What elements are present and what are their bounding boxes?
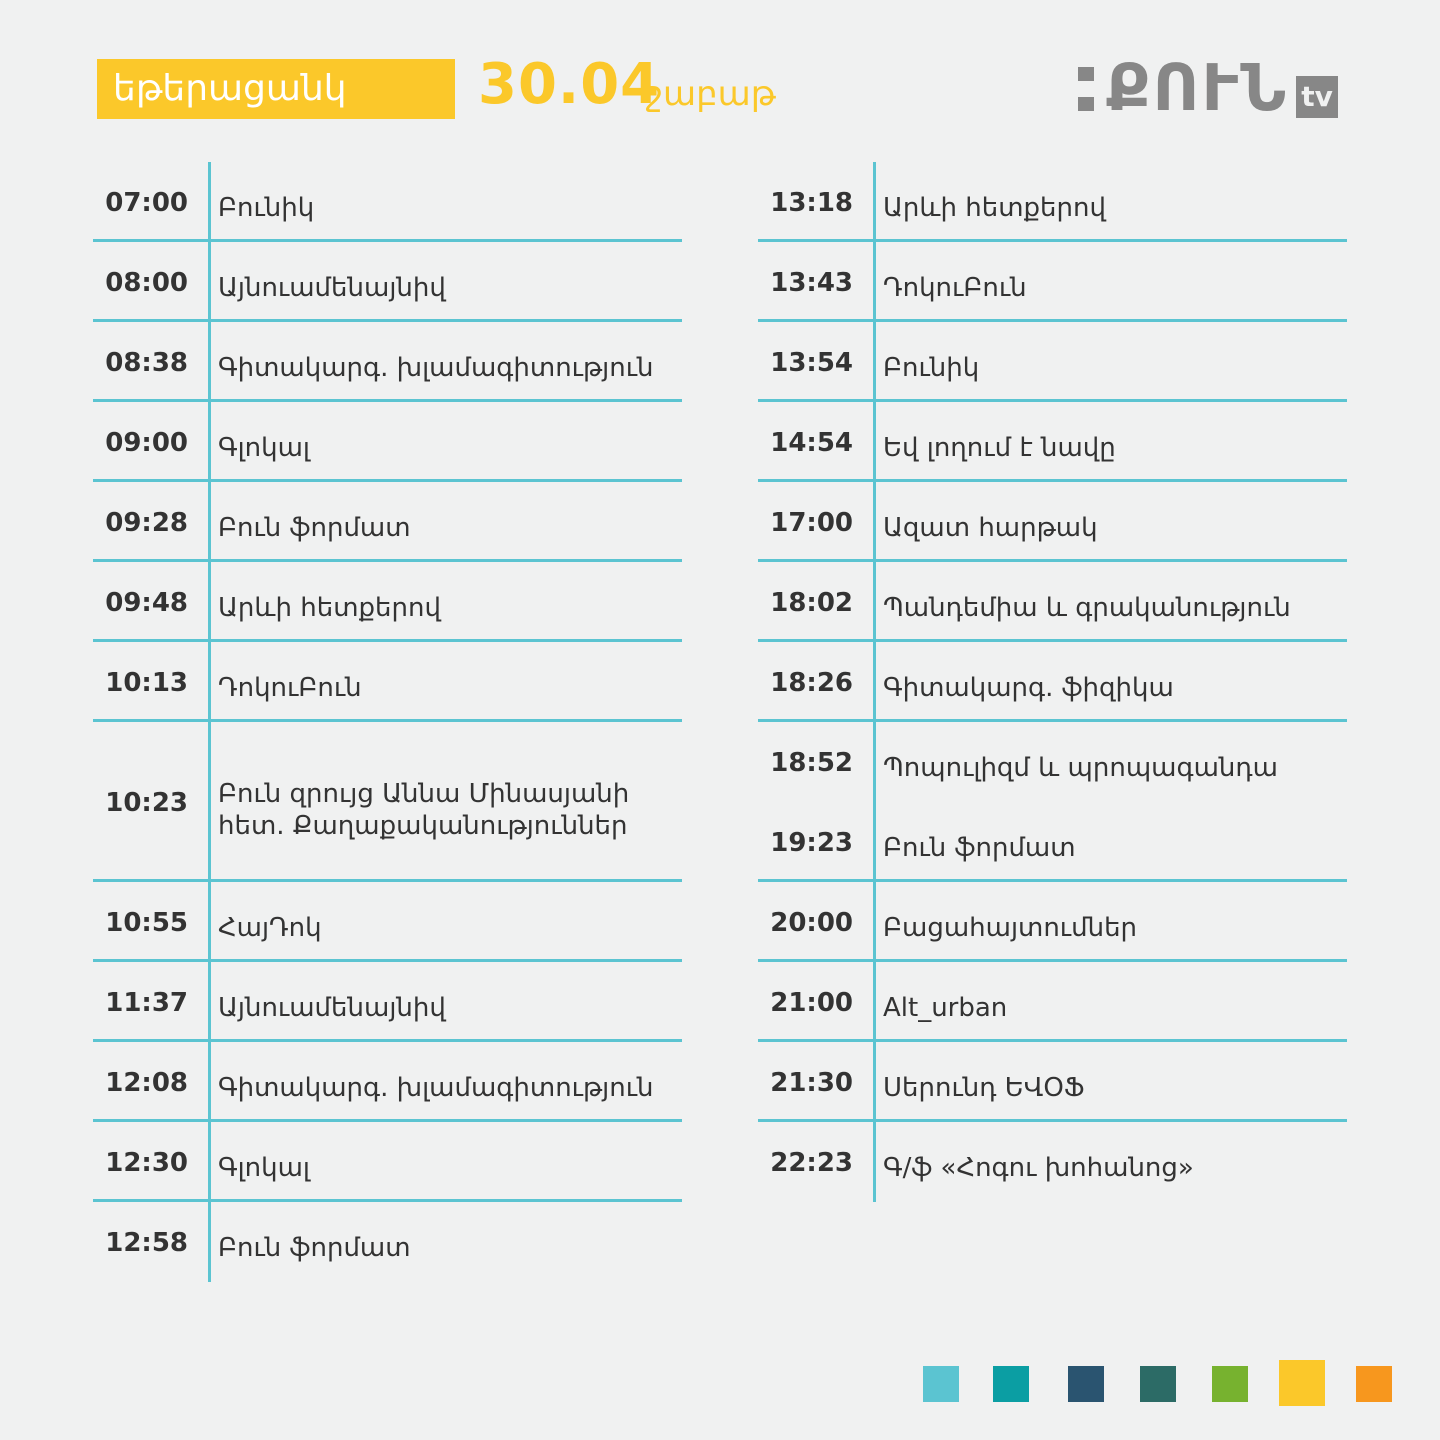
program-title: Պանդեմիա և գրականություն: [883, 593, 1291, 623]
schedule-date: 30.04: [478, 52, 661, 117]
program-time: 10:55: [105, 908, 188, 938]
schedule-row: [758, 322, 1347, 402]
program-title: Այնուամենայնիվ: [218, 993, 446, 1023]
program-title: Գիտակարգ. խլամագիտություն: [218, 353, 654, 383]
logo-tv-badge: tv: [1296, 76, 1338, 118]
schedule-column-left: [93, 162, 682, 1282]
schedule-row: [758, 482, 1347, 562]
schedule-column-right: [758, 162, 1347, 1202]
program-title: Բուն ֆորմատ: [218, 1233, 411, 1263]
program-time: 20:00: [770, 908, 853, 938]
color-swatch: [1279, 1360, 1325, 1406]
column-divider: [208, 722, 211, 882]
column-divider: [873, 162, 876, 242]
program-time: 09:28: [105, 508, 188, 538]
program-title: Գիտակարգ. խլամագիտություն: [218, 1073, 654, 1103]
column-divider: [873, 962, 876, 1042]
column-divider: [208, 1202, 211, 1282]
schedule-row: [758, 1042, 1347, 1122]
schedule-row: [93, 322, 682, 402]
column-divider: [873, 882, 876, 962]
column-divider: [208, 322, 211, 402]
column-divider: [208, 562, 211, 642]
column-divider: [208, 962, 211, 1042]
program-title: Այնուամենայնիվ: [218, 273, 446, 303]
program-time: 09:48: [105, 588, 188, 618]
schedule-row: [758, 562, 1347, 642]
schedule-row: [93, 642, 682, 722]
column-divider: [208, 162, 211, 242]
color-swatch: [993, 1366, 1029, 1402]
schedule-row: [93, 562, 682, 642]
column-divider: [208, 1122, 211, 1202]
column-divider: [873, 722, 876, 802]
logo-text: ՔՈՒՆ: [1106, 52, 1289, 126]
schedule-label: եթերացանկ: [97, 59, 455, 119]
program-time: 09:00: [105, 428, 188, 458]
program-title: Բուն ֆորմատ: [883, 833, 1076, 863]
column-divider: [208, 482, 211, 562]
program-title: ՀայԴոկ: [218, 913, 322, 943]
color-swatches: [0, 1364, 1440, 1414]
channel-logo: [1078, 52, 1338, 126]
program-time: 18:26: [770, 668, 853, 698]
program-title: Բունիկ: [883, 353, 980, 383]
schedule-row: [758, 402, 1347, 482]
schedule-row: [93, 482, 682, 562]
program-time: 07:00: [105, 188, 188, 218]
program-time: 11:37: [105, 988, 188, 1018]
column-divider: [873, 642, 876, 722]
program-title: Արևի հետքերով: [883, 193, 1106, 223]
program-title: ԴոկուԲուն: [218, 673, 362, 703]
program-title: Արևի հետքերով: [218, 593, 441, 623]
program-title: Պոպուլիզմ և պրոպագանդա: [883, 753, 1278, 783]
column-divider: [873, 562, 876, 642]
program-time: 17:00: [770, 508, 853, 538]
schedule-row: [93, 882, 682, 962]
column-divider: [873, 802, 876, 882]
schedule-row: [758, 162, 1347, 242]
color-swatch: [1140, 1366, 1176, 1402]
schedule-row: [93, 722, 682, 882]
column-divider: [873, 1122, 876, 1202]
color-swatch: [1068, 1366, 1104, 1402]
program-time: 10:13: [105, 668, 188, 698]
program-title: Սերունդ ԵՎՕՖ: [883, 1073, 1085, 1103]
color-swatch: [1212, 1366, 1248, 1402]
schedule-row: [758, 1122, 1347, 1202]
schedule-day: շաբաթ: [646, 74, 776, 114]
program-time: 21:30: [770, 1068, 853, 1098]
column-divider: [208, 402, 211, 482]
column-divider: [873, 242, 876, 322]
schedule-row: [758, 642, 1347, 722]
schedule-row: [93, 1042, 682, 1122]
program-title: Բուն զրույց Աննա Մինասյանի հետ. Քաղաքականություններ: [218, 779, 630, 841]
program-time: 12:30: [105, 1148, 188, 1178]
schedule-row: [93, 962, 682, 1042]
column-divider: [873, 322, 876, 402]
program-time: 21:00: [770, 988, 853, 1018]
program-time: 13:54: [770, 348, 853, 378]
color-swatch: [1356, 1366, 1392, 1402]
program-time: 18:52: [770, 748, 853, 778]
column-divider: [208, 642, 211, 722]
schedule-row: [758, 722, 1347, 802]
schedule-row: [93, 402, 682, 482]
program-title: Բունիկ: [218, 193, 315, 223]
program-time: 13:18: [770, 188, 853, 218]
column-divider: [873, 1042, 876, 1122]
column-divider: [208, 1042, 211, 1122]
schedule-row: [758, 962, 1347, 1042]
program-title: Բուն ֆորմատ: [218, 513, 411, 543]
program-title: Գ/ֆ «Հոգու խոհանոց»: [883, 1153, 1194, 1183]
program-time: 10:23: [105, 788, 188, 818]
column-divider: [873, 402, 876, 482]
program-title: Alt_urban: [883, 993, 1008, 1023]
program-title: Գիտակարգ. ֆիզիկա: [883, 673, 1174, 703]
color-swatch: [923, 1366, 959, 1402]
program-title: Բացահայտումներ: [883, 913, 1138, 943]
program-time: 14:54: [770, 428, 853, 458]
program-time: 18:02: [770, 588, 853, 618]
program-time: 19:23: [770, 828, 853, 858]
program-title: Գլոկալ: [218, 433, 310, 463]
program-title: Եվ լողում է նավը: [883, 433, 1116, 463]
schedule-row: [758, 242, 1347, 322]
program-time: 22:23: [770, 1148, 853, 1178]
column-divider: [208, 242, 211, 322]
program-time: 08:00: [105, 268, 188, 298]
schedule-row: [93, 1122, 682, 1202]
schedule-row: [758, 802, 1347, 882]
program-title: Ազատ հարթակ: [883, 513, 1098, 543]
program-time: 08:38: [105, 348, 188, 378]
program-time: 13:43: [770, 268, 853, 298]
schedule-row: [93, 162, 682, 242]
logo-colon-icon: [1078, 67, 1094, 111]
schedule-row: [93, 1202, 682, 1282]
program-time: 12:08: [105, 1068, 188, 1098]
column-divider: [208, 882, 211, 962]
program-time: 12:58: [105, 1228, 188, 1258]
program-title: ԴոկուԲուն: [883, 273, 1027, 303]
column-divider: [873, 482, 876, 562]
program-title: Գլոկալ: [218, 1153, 310, 1183]
schedule-row: [758, 882, 1347, 962]
schedule-row: [93, 242, 682, 322]
